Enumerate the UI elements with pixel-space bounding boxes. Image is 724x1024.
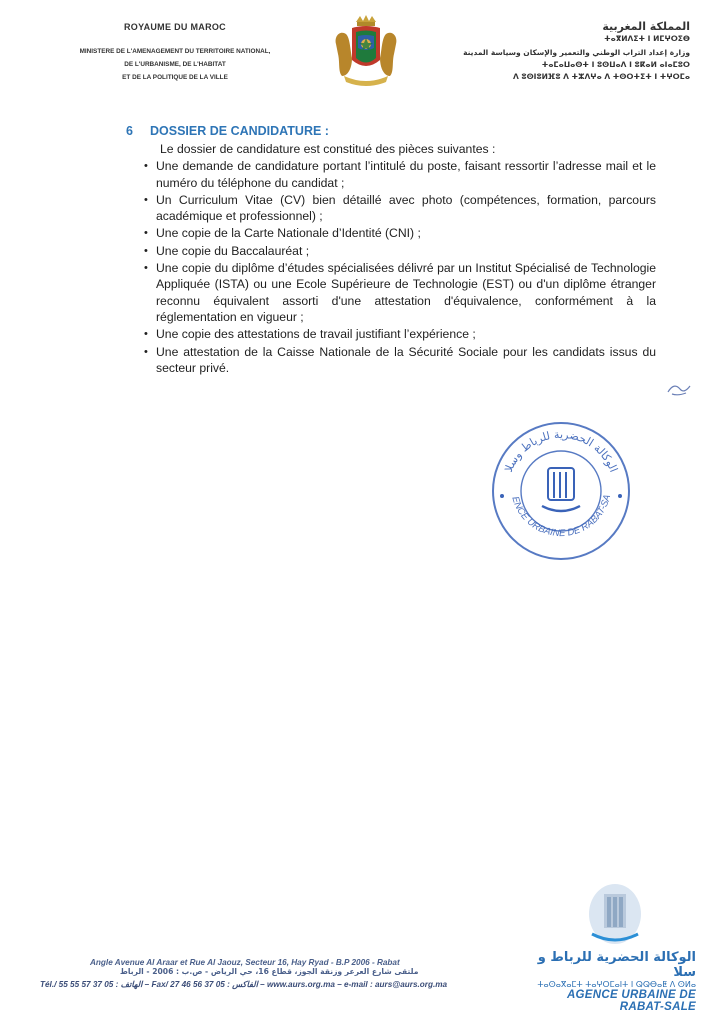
- bullet-icon: •: [144, 227, 148, 240]
- header-ministry-ar: وزارة إعداد التراب الوطني والتعمير والإسكان وسياسة المدينة: [463, 48, 690, 57]
- header-kingdom-ar: المملكة المغربية: [602, 20, 690, 33]
- agency-name-fr: AGENCE URBAINE DE RABAT-SALE: [566, 989, 696, 1013]
- list-item: • Une copie de la Carte Nationale d’Identité (CNI) ;: [144, 226, 421, 241]
- bullet-icon: •: [144, 193, 148, 206]
- section-heading: [126, 124, 656, 138]
- list-item: • Un Curriculum Vitae (CV) bien détaillé avec photo (compétences, formation, parcours académique et professionnel) ;: [144, 192, 656, 224]
- header-ministry-tif-2: ⴷ ⵓⵙⵏⵓⵍⴼⵓ ⴷ ⵜⵣⴷⵖⴰ ⴷ ⵜⵙⵔⵜⵉⵜ ⵏ ⵜⵖⵔⵎⴰ: [513, 72, 690, 81]
- header-ministry-fr-3: ET DE LA POLITIQUE DE LA VILLE: [122, 74, 228, 81]
- section-title: DOSSIER DE CANDIDATURE :: [150, 124, 329, 138]
- list-item: • Une copie des attestations de travail justifiant l’expérience ;: [144, 327, 476, 342]
- list-item: • Une demande de candidature portant l’intitulé du poste, faisant ressortir l’adresse mail et le numéro du téléphone du candidat ;: [144, 159, 656, 190]
- header-ministry-fr-1: MINISTERE DE L'AMENAGEMENT DU TERRITOIRE NATIONAL,: [79, 48, 271, 55]
- header-kingdom-tif: ⵜⴰⴳⵍⴷⵉⵜ ⵏ ⵍⵎⵖⵔⵉⴱ: [604, 34, 690, 43]
- bullet-icon: •: [144, 328, 148, 341]
- bullet-icon: •: [144, 160, 148, 173]
- agency-logo-icon: [580, 880, 650, 950]
- agency-name-tif: ⵜⴰⵙⴰⴳⴰⵎⵜ ⵜⴰⵖⵔⵎⴰⵏⵜ ⵏ ⵕⵕⴱⴰⵟ ⴷ ⵙⵍⴰ: [537, 980, 696, 989]
- footer-contact: Tél./ الهاتف : 05 37 57 55 55 – Fax/ الفاكس : 05 37 56 46 27 – www.aurs.org.ma – e-mail : aurs@aurs.org.ma: [40, 980, 448, 989]
- agency-brand: [536, 950, 696, 1013]
- header-ministry-fr-2: DE L'URBANISME, DE L'HABITAT: [124, 61, 226, 68]
- section-intro: Le dossier de candidature est constitué des pièces suivantes :: [160, 142, 496, 156]
- header-kingdom-fr: ROYAUME DU MAROC: [124, 22, 226, 32]
- list-item: • Une attestation de la Caisse Nationale de la Sécurité Sociale pour les candidats issus du secteur privé.: [144, 344, 656, 375]
- agency-name-ar: الوكالة الحضرية للرباط و سلا: [537, 950, 696, 980]
- bullet-icon: •: [144, 345, 148, 358]
- header-ministry-tif-1: ⵜⴰⵎⴰⵡⴰⵙⵜ ⵏ ⵓⵙⵡⴰⴷ ⵏ ⵓⴽⴰⵍ ⴰⵏⴰⵎⵓⵔ: [541, 60, 690, 69]
- list-item: • Une copie du Baccalauréat ;: [144, 243, 310, 258]
- bullet-icon: •: [144, 262, 148, 275]
- dossier-section: [126, 124, 656, 377]
- footer-address-ar: ملتقى شارع العرعر وزنقة الجوز، قطاع 16، حي الرياض - ص.ب : 2006 - الرباط: [120, 967, 419, 976]
- agency-stamp-icon: [490, 420, 632, 562]
- svg-text:AGENCE URBAINE DE RABAT-SALE: ENCE URBAINE DE RABAT-SA: [509, 493, 614, 540]
- footer: [40, 958, 540, 989]
- list-item: • Une copie du diplôme d’études spécialisées délivré par un Institut Spécialisé de Technologie Appliquée (ISTA) ou une Ecole Supérieure de Technologie (EST) ou d'un diplôme étranger reconnu équivalent assorti d'une attestation d'équivalence, conformément à la réglementation en vigueur ;: [144, 261, 656, 324]
- morocco-coat-of-arms-icon: [330, 14, 402, 90]
- svg-text:الوكالة الحضرية للرباط وسلا: الوكالة الحضرية للرباط وسلا: [501, 427, 621, 475]
- footer-address-fr: Angle Avenue Al Araar et Rue Al Jaouz, Secteur 16, Hay Ryad - B.P 2006 - Rabat: [90, 958, 400, 967]
- header-arabic: [420, 20, 690, 83]
- document-list: [144, 158, 656, 376]
- section-number: 6: [126, 124, 133, 138]
- header-french: [40, 22, 310, 84]
- scribble-mark-icon: [666, 380, 692, 398]
- bullet-icon: •: [144, 244, 148, 257]
